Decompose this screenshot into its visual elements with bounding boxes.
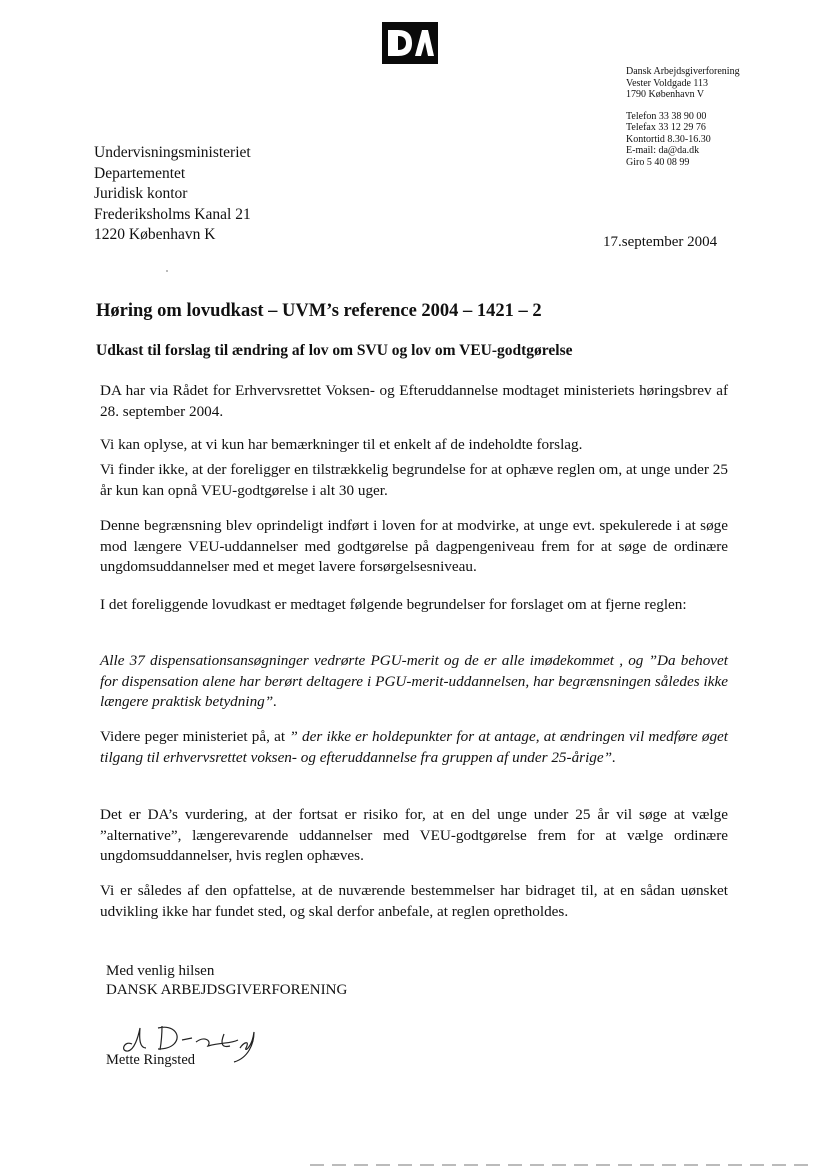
letter-heading: Høring om lovudkast – UVM’s reference 2004 – 1421 – 2: [96, 301, 542, 321]
recipient-line: Juridisk kontor: [94, 185, 188, 202]
recipient-line: 1220 København K: [94, 226, 216, 243]
scan-edge-artifact: [310, 1164, 810, 1166]
quoted-justification: Alle 37 dispensationsansøgninger vedrørte PGU-merit og de er alle imødekommet , og ”Da behovet for dispensation alene har berørt deltagere i PGU-merit-uddannelsen, har begrænsningen således ikke længere praktisk betydning”.: [100, 652, 728, 710]
paragraph-9: Vi er således af den opfattelse, at de nuværende bestemmelser har bidraget til, at en sådan uønsket udvikling ikke har fundet sted, og skal derfor anbefale, at reglen opretholdes.: [100, 882, 728, 920]
sender-giro: Giro 5 40 08 99: [626, 156, 690, 168]
paragraph-5: I det foreliggende lovudkast er medtaget følgende begrundelser for forslaget om at fjerne reglen:: [100, 596, 687, 613]
paragraph-8: Det er DA’s vurdering, at der fortsat er risiko for, at en del unge under 25 år vil søge at vælge ”alternative”, længerevarende uddannelser med VEU-godtgørelse frem for at vælge ordinære ungdomsuddannelser, hvis reglen ophæves.: [100, 806, 728, 864]
paragraph-7-quote: ” der ikke er holdepunkter for at antage, at ændringen vil medføre øget tilgang til erhvervsrettet voksen- og efteruddannelse fra gruppen af under 25-årige”.: [100, 728, 729, 766]
paragraph-7: [100, 727, 728, 768]
sender-fax: Telefax 33 12 29 76: [626, 122, 706, 133]
svg-text:DA: DA: [410, 62, 412, 63]
sender-city: 1790 København V: [626, 89, 705, 100]
sender-street: Vester Voldgade 113: [626, 77, 709, 89]
paragraph-7-intro: Videre peger ministeriet på, at: [100, 728, 290, 745]
recipient-address-block: [94, 143, 251, 246]
paragraph-3: Vi finder ikke, at der foreligger en tilstrækkelig begrundelse for at ophæve reglen om, at unge under 25 år kun kan opnå VEU-godtgørelse i alt 30 uger.: [100, 461, 728, 499]
letter-date: 17.september 2004: [603, 234, 718, 250]
sender-email: E-mail: da@da.dk: [626, 145, 700, 156]
da-logo: [382, 22, 438, 64]
closing-greeting: Med venlig hilsen: [106, 963, 215, 979]
paragraph-4: Denne begrænsning blev oprindeligt indført i loven for at modvirke, at unge evt. spekulerede i at søge mod længere VEU-uddannelser med godtgørelse på dagpengeniveau frem for at søge de ordinære ungdomsuddannelser med et meget lavere forsørgelsesniveau.: [100, 517, 728, 575]
sender-name: Dansk Arbejdsgiverforening: [626, 66, 740, 77]
paragraph-2: Vi kan oplyse, at vi kun har bemærkninger til et enkelt af de indeholdte forslag.: [100, 436, 583, 453]
sender-address-block: [626, 66, 740, 168]
recipient-line: Undervisningsministeriet: [94, 144, 251, 161]
closing-block: [106, 962, 347, 1000]
signer-name: Mette Ringsted: [106, 1052, 196, 1068]
paragraph-1: DA har via Rådet for Erhvervsrettet Voksen- og Efteruddannelse modtaget ministeriets høringsbrev af 28. september 2004.: [100, 382, 728, 420]
recipient-line: Departementet: [94, 164, 186, 182]
closing-organisation: DANSK ARBEJDSGIVERFORENING: [106, 982, 348, 998]
sender-phone: Telefon 33 38 90 00: [626, 110, 707, 122]
recipient-line: Frederiksholms Kanal 21: [94, 205, 251, 223]
scan-speck: [166, 270, 168, 272]
letter-subheading: Udkast til forslag til ændring af lov om SVU og lov om VEU-godtgørelse: [96, 342, 573, 359]
sender-office-hours: Kontortid 8.30-16.30: [626, 133, 711, 145]
